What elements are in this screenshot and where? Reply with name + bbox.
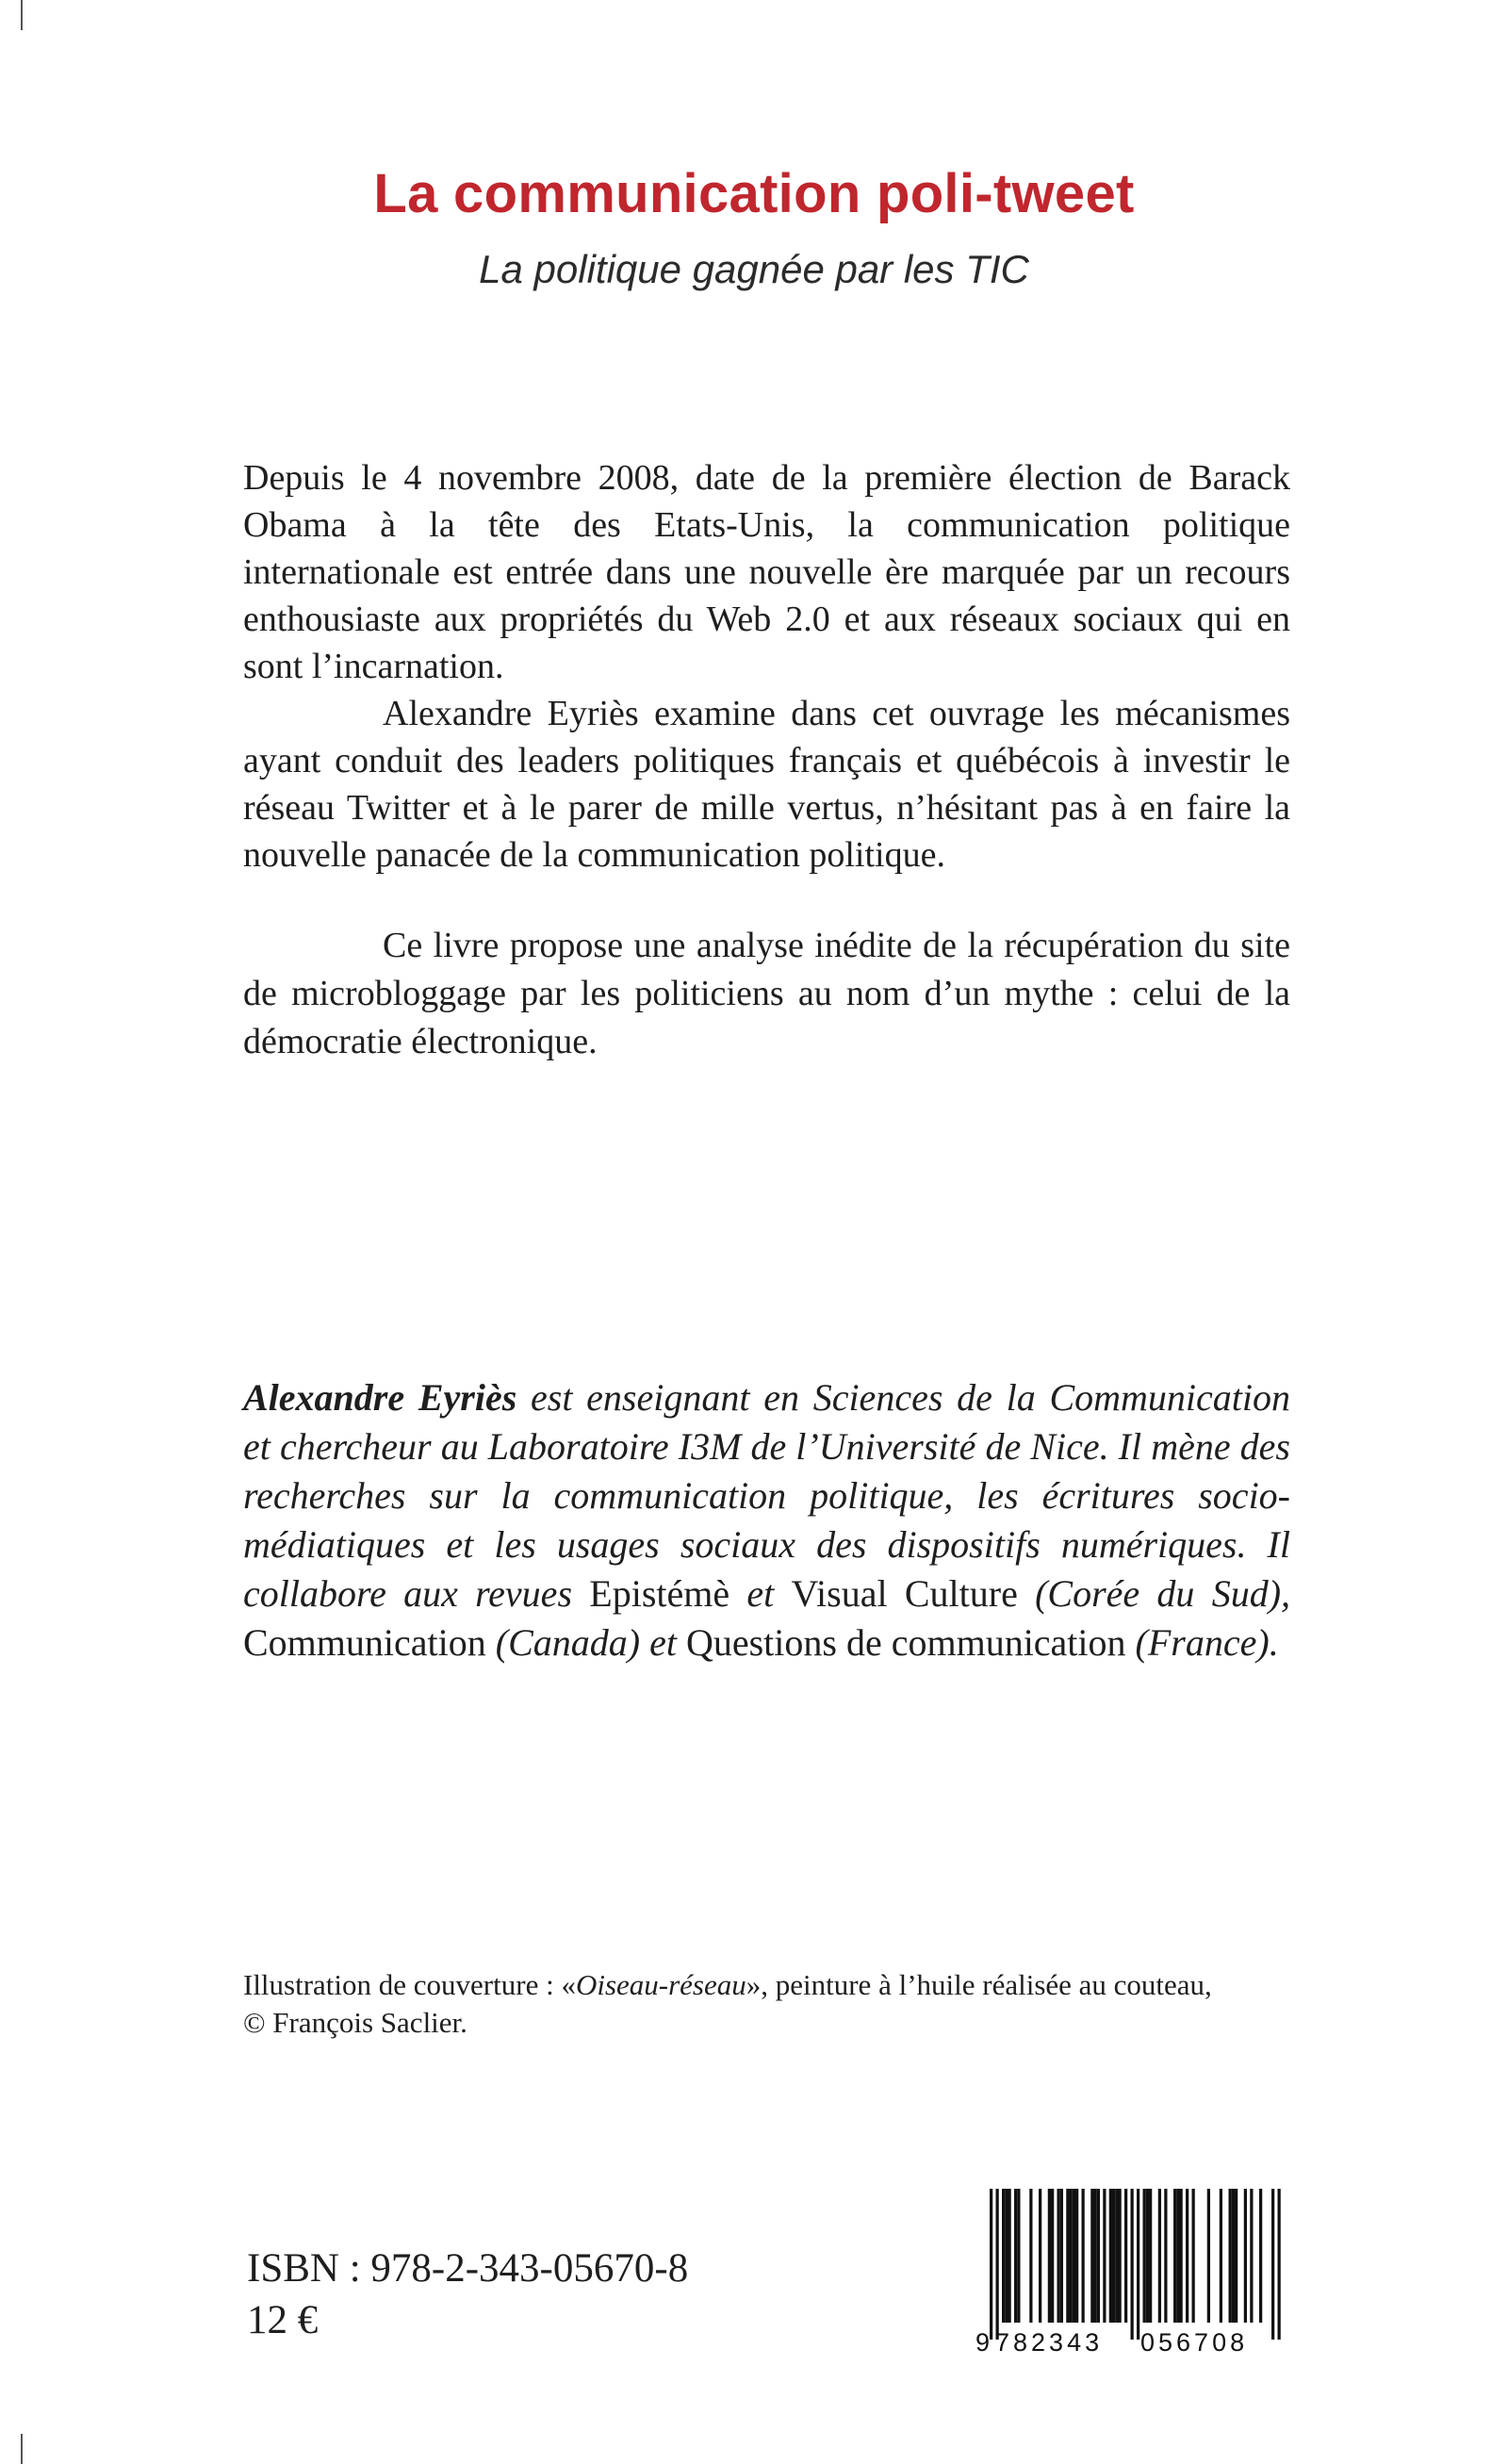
barcode-graphic <box>973 2189 1293 2354</box>
crop-mark-bottom-left <box>21 2434 23 2464</box>
barcode-bar <box>1207 2189 1210 2323</box>
barcode-bar <box>1075 2189 1078 2323</box>
barcode-bar <box>1250 2189 1253 2323</box>
journal-episteme: Epistémè <box>589 1572 730 1615</box>
barcode-bar <box>1082 2189 1085 2323</box>
barcode-bar <box>1186 2189 1188 2323</box>
journal-questions-de-communication: Questions de communication <box>685 1621 1126 1664</box>
barcode-bar <box>1131 2189 1134 2340</box>
blurb-text-3: Ce livre propose une analyse inédite de la récupération du site de microbloggage par les politiciens au nom d’un mythe : celui de la démocratie électronique. <box>243 926 1290 1061</box>
barcode-bar <box>1235 2189 1238 2323</box>
bio-text-2: et <box>729 1572 792 1615</box>
barcode-bar <box>1073 2189 1075 2323</box>
barcode-bar <box>1176 2189 1179 2323</box>
barcode-bar <box>1180 2189 1183 2323</box>
barcode-bar <box>1124 2189 1127 2323</box>
barcode-first-digit: 9 <box>975 2328 991 2354</box>
barcode-bar <box>1149 2189 1152 2323</box>
bio-text-5: (France). <box>1125 1621 1279 1664</box>
barcode-bar <box>1158 2189 1161 2323</box>
barcode-bar <box>1244 2189 1247 2323</box>
book-title: La communication poli-tweet <box>373 163 1135 224</box>
barcode-bar <box>1094 2189 1097 2323</box>
barcode-bar <box>1271 2189 1274 2340</box>
blurb-paragraph-3 <box>243 922 1290 1066</box>
book-subtitle: La politique gagnée par les TIC <box>479 247 1029 291</box>
barcode-bar <box>1070 2189 1073 2323</box>
barcode-bar <box>1048 2189 1051 2323</box>
barcode-bar <box>1017 2189 1020 2323</box>
barcode <box>973 2189 1293 2354</box>
barcode-bar <box>1103 2189 1106 2323</box>
credit-prefix: Illustration de couverture : « <box>243 1968 576 2001</box>
blurb-paragraph-1 <box>243 454 1290 690</box>
barcode-bar <box>1115 2189 1118 2323</box>
journal-visual-culture: Visual Culture <box>791 1572 1018 1615</box>
blurb-text-2: Alexandre Eyriès examine dans cet ouvrage les mécanismes ayant conduit des leaders politiques français et québécois à investir le réseau Twitter et à le parer de mille vertus, n’hésitant pas à en faire la nouvelle panacée de la communication politique. <box>243 694 1290 875</box>
barcode-bars <box>990 2189 1281 2340</box>
barcode-left-digits: 782343 <box>995 2328 1104 2354</box>
barcode-bar <box>1097 2189 1100 2323</box>
barcode-bar <box>990 2189 992 2340</box>
author-bio <box>243 1373 1290 1667</box>
barcode-bar <box>1220 2189 1222 2323</box>
barcode-bar <box>1090 2189 1093 2323</box>
blurb-paragraph-2 <box>243 690 1290 879</box>
barcode-bar <box>1119 2189 1122 2323</box>
credit-suffix: », peinture à l’huile réalisée au couteau, <box>746 1968 1212 2001</box>
journal-communication: Communication <box>243 1621 486 1664</box>
barcode-bar <box>1112 2189 1115 2323</box>
barcode-bar <box>1005 2189 1008 2323</box>
barcode-bar <box>1051 2189 1054 2323</box>
bio-text-3: (Corée du Sud), <box>1017 1572 1291 1615</box>
blurb-text-1: Depuis le 4 novembre 2008, date de la première élection de Barack Obama à la tête des Etats-Unis, la communication politique internationale est entrée dans une nouvelle ère marquée par un recours enthousiaste aux propriétés du Web 2.0 et aux réseaux sociaux qui en sont l’incarnation. <box>243 458 1290 686</box>
credit-work-title: Oiseau-réseau <box>575 1968 746 2001</box>
barcode-bar <box>1008 2189 1011 2323</box>
barcode-bar <box>1057 2189 1060 2323</box>
isbn: ISBN : 978-2-343-05670-8 <box>247 2246 689 2291</box>
barcode-bar <box>1060 2189 1063 2323</box>
barcode-bar <box>1173 2189 1176 2323</box>
bio-text-1: est enseignant en Sciences de la Communication et chercheur au Laboratoire I3M de l’Université de Nice. Il mène des recherches sur la communication politique, les écritures socio-médiatiques et les usages sociaux des dispositifs numériques. Il collabore aux revues <box>243 1376 1290 1615</box>
author-name: Alexandre Eyriès <box>243 1376 517 1419</box>
barcode-bar <box>1232 2189 1235 2323</box>
barcode-bar <box>1109 2189 1112 2323</box>
barcode-bar <box>1164 2189 1167 2323</box>
barcode-bar <box>1137 2189 1139 2340</box>
barcode-right-digits: 056708 <box>1140 2328 1249 2354</box>
barcode-bar <box>1029 2189 1032 2323</box>
bio-text-4: (Canada) et <box>485 1621 686 1664</box>
barcode-bar <box>1259 2189 1262 2323</box>
crop-mark-top-left <box>21 0 23 30</box>
credit-copyright: © François Saclier. <box>243 2006 467 2039</box>
barcode-bar <box>1146 2189 1149 2323</box>
barcode-bar <box>1143 2189 1146 2323</box>
barcode-bar <box>1014 2189 1017 2323</box>
barcode-bar <box>1066 2189 1069 2323</box>
price: 12 € <box>247 2298 319 2342</box>
barcode-bar <box>1229 2189 1232 2323</box>
barcode-bar <box>1002 2189 1005 2323</box>
barcode-bar <box>1039 2189 1041 2323</box>
barcode-bar <box>1192 2189 1195 2323</box>
cover-illustration-credit <box>243 1966 1290 2042</box>
barcode-bar <box>996 2189 999 2340</box>
barcode-bar <box>1278 2189 1281 2340</box>
